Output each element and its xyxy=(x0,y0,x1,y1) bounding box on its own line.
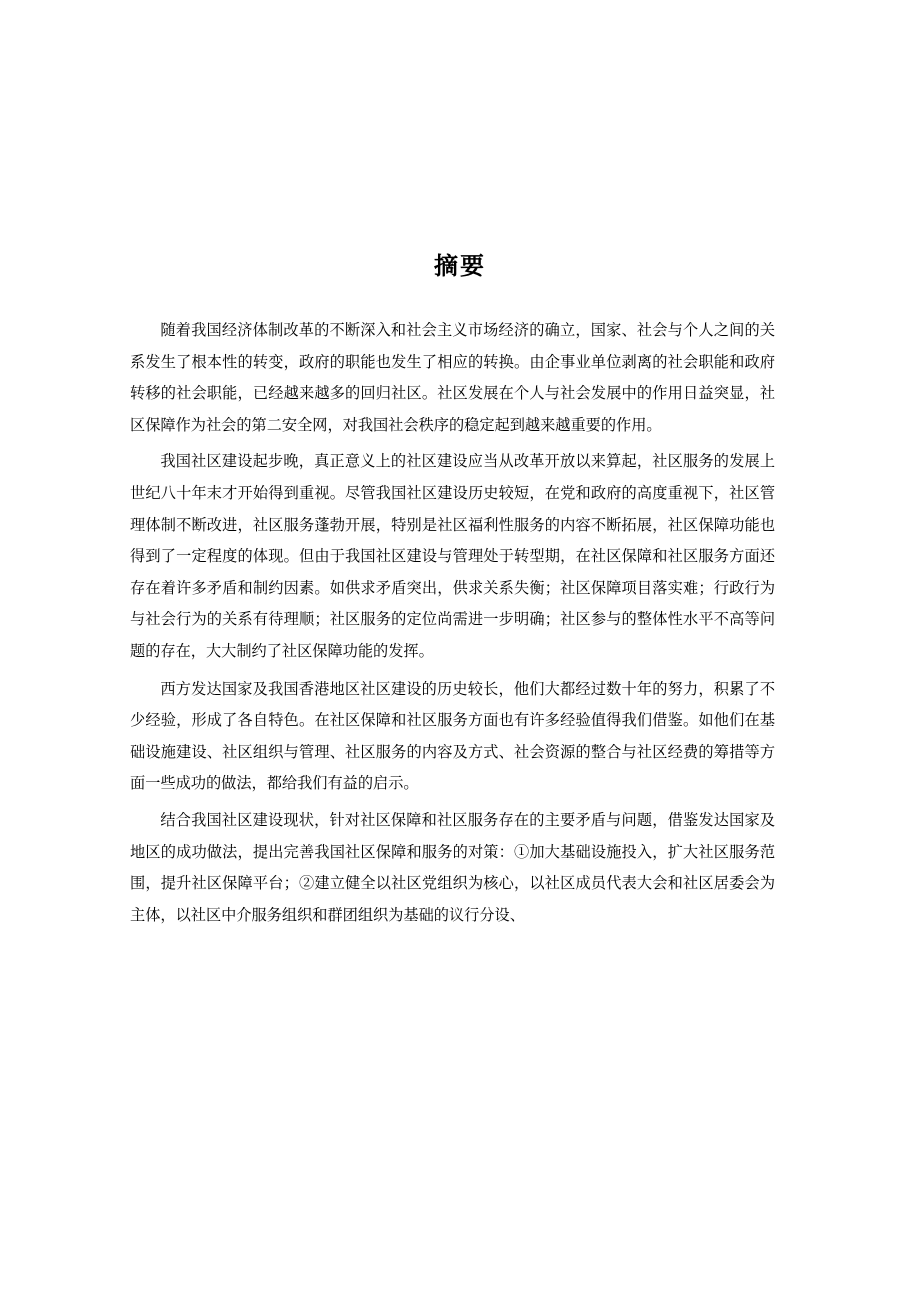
abstract-paragraph-2: 我国社区建设起步晚，真正意义上的社区建设应当从改革开放以来算起，社区服务的发展上世纪八十年末才开始得到重视。尽管我国社区建设历史较短，在党和政府的高度重视下，社区管理体制不断改进，社区服务蓬勃开展，特别是社区福利性服务的内容不断拓展，社区保障功能也得到了一定程度的体现。但由于我国社区建设与管理处于转型期，在社区保障和社区服务方面还存在着许多矛盾和制约因素。如供求矛盾突出，供求关系失衡；社区保障项目落实难；行政行为与社会行为的关系有待理顺；社区服务的定位尚需进一步明确；社区参与的整体性水平不高等问题的存在，大大制约了社区保障功能的发挥。 xyxy=(130,452,775,660)
abstract-title: 摘要 xyxy=(434,252,486,280)
abstract-paragraph-3: 西方发达国家及我国香港地区社区建设的历史较长，他们大都经过数十年的努力，积累了不少经验，形成了各自特色。在社区保障和社区服务方面也有许多经验值得我们借鉴。如他们在基础设施建设、社区组织与管理、社区服务的内容及方式、社会资源的整合与社区经费的筹措等方面一些成功的做法，都给我们有益的启示。 xyxy=(130,679,775,793)
abstract-paragraph-1: 随着我国经济体制改革的不断深入和社会主义市场经济的确立，国家、社会与个人之间的关系发生了根本性的转变，政府的职能也发生了相应的转换。由企事业单位剥离的社会职能和政府转移的社会职能，已经越来越多的回归社区。社区发展在个人与社会发展中的作用日益突显，社区保障作为社会的第二安全网，对我国社会秩序的稳定起到越来越重要的作用。 xyxy=(130,321,775,434)
abstract-paragraph-4: 结合我国社区建设现状，针对社区保障和社区服务存在的主要矛盾与问题，借鉴发达国家及地区的成功做法，提出完善我国社区保障和服务的对策：①加大基础设施投入，扩大社区服务范围，提升社区保障平台；②建立健全以社区党组织为核心，以社区成员代表大会和社区居委会为主体，以社区中介服务组织和群团组织为基础的议行分设、 xyxy=(130,810,775,924)
abstract-body xyxy=(130,315,775,936)
